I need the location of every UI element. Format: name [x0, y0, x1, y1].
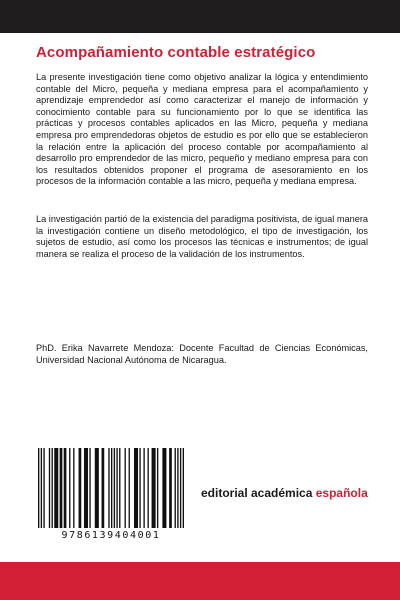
barcode-bar: [152, 448, 156, 528]
bottom-band: [0, 562, 400, 600]
isbn-barcode: [36, 448, 186, 548]
author-bio: PhD. Erika Navarrete Mendoza: Docente Facultad de Ciencias Económicas, Universidad Nacional Autónoma de Nicaragua.: [36, 343, 368, 365]
barcode-bar: [52, 448, 53, 528]
barcode-bar: [134, 448, 138, 528]
barcode-bar: [119, 448, 120, 528]
barcode-bar: [108, 448, 109, 528]
barcode-bar: [38, 448, 39, 528]
barcode-bar: [148, 448, 149, 528]
barcode-bar: [175, 448, 176, 528]
barcode-bar: [177, 448, 178, 528]
publisher-name-accent: española: [315, 486, 368, 500]
barcode-bar: [114, 448, 115, 528]
barcode-bar: [183, 448, 184, 528]
barcode-bar: [102, 448, 105, 528]
barcode-bar: [49, 448, 50, 528]
isbn-number: 9786139404001: [61, 530, 161, 541]
barcode-bars: [36, 448, 186, 530]
barcode-bar: [125, 448, 126, 528]
barcode-bar: [79, 448, 82, 528]
barcode-bar: [180, 448, 181, 528]
barcode-bar: [41, 448, 42, 528]
barcode-bar: [89, 448, 90, 528]
barcode-bar: [60, 448, 63, 528]
barcode-bar: [69, 448, 70, 528]
barcode-bar: [111, 448, 112, 528]
barcode-bar: [95, 448, 99, 528]
book-title: Acompañamiento contable estratégico: [36, 44, 316, 61]
barcode-bar: [139, 448, 140, 528]
publisher-logo: [201, 486, 368, 500]
barcode-bar: [143, 448, 144, 528]
barcode-bar: [116, 448, 117, 528]
barcode-bar: [73, 448, 74, 528]
barcode-bar: [84, 448, 88, 528]
barcode-bar: [54, 448, 58, 528]
abstract-paragraph-1: La presente investigación tiene como objetivo analizar la lógica y entendimiento contable del Micro, pequeña y mediana empresa para el acompañamiento y aprendizaje emprendedor así como caracterizar el manejo de información y conocimiento contable para su funcionamiento por lo que se identifica las prácticas y procesos contables aplicados en las Micro, pequeña y mediana empresa pro emprendedoras objetos de estudio es por ello que se establecieron la relación entre la aplicación del proceso contable por acompañamiento al desarrollo pro emprendedor de las micro, pequeño y mediano empresa para con los resultados obtenidos proponer el programa de asesoramiento en los procesos de la información contable a las micro, pequeña y mediana empresa.: [36, 72, 368, 187]
publisher-name: editorial académica: [201, 486, 316, 500]
barcode-bar: [129, 448, 130, 528]
top-band: [0, 0, 400, 33]
abstract-paragraph-2: La investigación partió de la existencia del paradigma positivista, de igual manera la investigación contiene un diseño metodológico, el tipo de investigación, los sujetos de estudio, así como los procesos las técnicas e instrumentos; de igual manera se realiza el proceso de la validación de los instrumentos.: [36, 214, 368, 259]
barcode-bar: [43, 448, 44, 528]
barcode-bar: [157, 448, 158, 528]
barcode-bar: [169, 448, 172, 528]
barcode-bar: [64, 448, 67, 528]
barcode-bar: [162, 448, 166, 528]
